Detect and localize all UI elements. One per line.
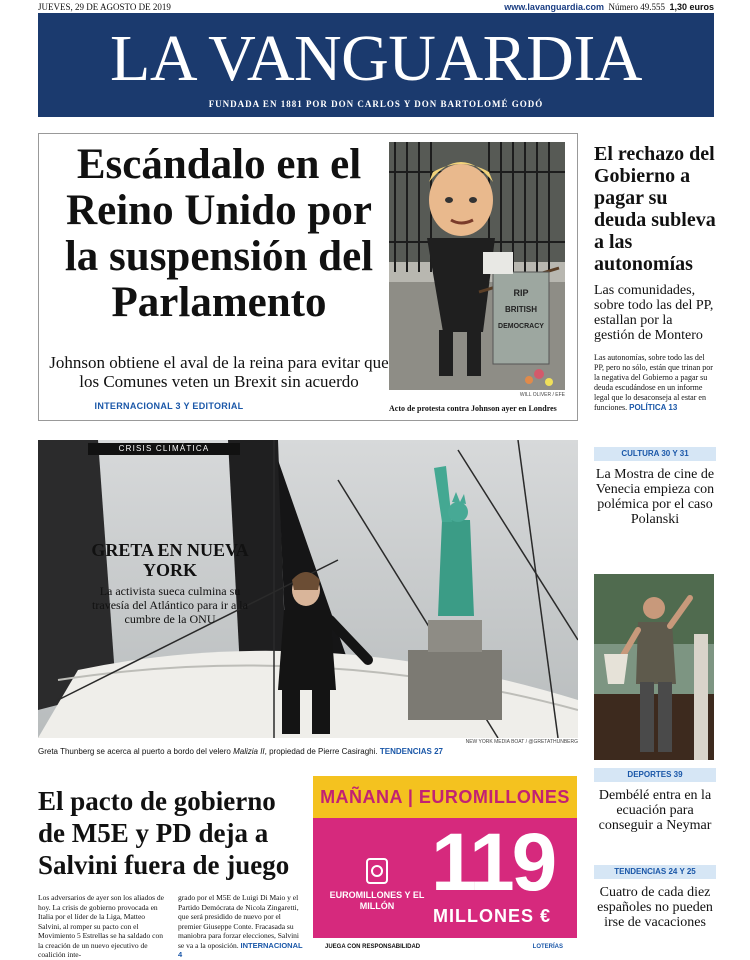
- euromillones-icon: [366, 858, 388, 884]
- greta-caption-boat: Malizia II: [233, 747, 265, 756]
- greta-subhead: La activista sueca culmina su travesía del Atlántico para ir a la cumbre de la ONU: [92, 584, 248, 626]
- pacto-section-ref[interactable]: INTERNACIONAL 4: [178, 940, 303, 959]
- venice-photo-illustration: [594, 574, 714, 760]
- ad-footer-text: JUEGA CON RESPONSABILIDAD: [325, 944, 421, 950]
- section-kicker: CRISIS CLIMÁTICA: [88, 443, 240, 455]
- autonomias-text: Las autonomías, sobre todo las del PP, pero no sólo, están que trinan por la negativa del Gobierno a pagar su deuda escudándose en un informe legal que lo desaconseja al estar en funciones.: [594, 353, 713, 412]
- autonomias-body: [594, 353, 716, 413]
- tendencias-label: TENDENCIAS 24 Y 25: [594, 865, 716, 879]
- venice-photo[interactable]: [594, 574, 714, 760]
- lead-headline: Escándalo en el Reino Unido por la suspensión del Parlamento: [64, 141, 374, 326]
- svg-text:DEMOCRACY: DEMOCRACY: [498, 323, 544, 330]
- issue-price: 1,30 euros: [669, 2, 714, 12]
- autonomias-section-ref[interactable]: POLÍTICA 13: [629, 403, 678, 412]
- ad-banner-title: MAÑANA | EUROMILLONES: [313, 776, 577, 818]
- deportes-label: DEPORTES 39: [594, 768, 716, 782]
- deportes-teaser[interactable]: [594, 768, 716, 833]
- greta-caption-text-c: , propiedad de Pierre Casiraghi.: [264, 747, 380, 756]
- founded-line: FUNDADA EN 1881 POR DON CARLOS Y DON BARTOLOMÉ GODÓ: [208, 99, 544, 109]
- ad-brand: [327, 858, 427, 912]
- pacto-column-1: Los adversarios de ayer son los aliados de hoy. La crisis de gobierno provocada en Italia por el líder de la Liga, Matteo Salvini, al romper su pacto con el Movimiento 5 Estrellas se ha saldado con la creación de un nuevo ejecutivo de coalición inte-: [38, 893, 165, 959]
- tendencias-text: Cuatro de cada diez españoles no pueden irse de vacaciones: [597, 885, 713, 930]
- greta-caption: [38, 747, 598, 756]
- greta-caption-text-a: Greta Thunberg se acerca al puerto a bordo del velero: [38, 747, 234, 756]
- newspaper-logo: LA VANGUARDIA: [110, 22, 642, 95]
- lead-story[interactable]: [38, 133, 578, 421]
- svg-text:RIP: RIP: [513, 288, 529, 298]
- pacto-column-2: [178, 893, 306, 960]
- loterias-logo: LOTERÍAS: [532, 944, 563, 950]
- greta-photo-credit: NEW YORK MEDIA BOAT / @GRETATHUNBERG: [465, 739, 578, 745]
- autonomias-subhead: Las comunidades, sobre todo las del PP, estallan por la gestión de Montero: [594, 283, 714, 343]
- autonomias-story[interactable]: [594, 143, 716, 413]
- euromillones-ad[interactable]: [313, 776, 577, 956]
- greta-section-ref[interactable]: TENDENCIAS 27: [379, 747, 443, 756]
- issue-date: JUEVES, 29 DE AGOSTO DE 2019: [38, 2, 171, 12]
- ad-amount: 119: [431, 817, 555, 908]
- tendencias-teaser[interactable]: [594, 865, 716, 930]
- protest-photo[interactable]: [389, 142, 565, 390]
- autonomias-headline: El rechazo del Gobierno a pagar su deuda subleva a las autonomías: [594, 143, 716, 275]
- issue-meta: [504, 2, 714, 12]
- ad-footer: [313, 938, 577, 956]
- ad-brand-text: EUROMILLONES Y EL MILLÓN: [329, 890, 425, 911]
- pacto-body: [38, 893, 306, 957]
- issue-number: Número 49.555: [608, 2, 665, 12]
- lead-section-ref[interactable]: INTERNACIONAL 3 Y EDITORIAL: [94, 401, 244, 411]
- lead-subhead: Johnson obtiene el aval de la reina para evitar que los Comunes veten un Brexit sin acuerdo: [49, 353, 389, 391]
- svg-text:BRITISH: BRITISH: [505, 305, 537, 314]
- cultura-label: CULTURA 30 Y 31: [594, 447, 716, 461]
- greta-headline[interactable]: GRETA EN NUEVA YORK: [91, 540, 249, 580]
- cultura-text: La Mostra de cine de Venecia empieza con polémica por el caso Polanski: [595, 467, 715, 527]
- lead-photo-caption: Acto de protesta contra Johnson ayer en Londres: [389, 404, 557, 413]
- pacto-column-2-text: grado por el M5E de Luigi Di Maio y el Partido Demócrata de Nicola Zingaretti, que será presidido de nuevo por el premier Giuseppe Conte. Fracasada su maniobra para forzar elecciones, Salvini se va a la oposición.: [178, 893, 299, 950]
- pacto-headline[interactable]: El pacto de gobierno de M5E y PD deja a Salvini fuera de juego: [38, 786, 290, 880]
- ad-unit: MILLONES €: [433, 906, 552, 926]
- website-link[interactable]: www.lavanguardia.com: [504, 2, 604, 12]
- protest-photo-illustration: [389, 142, 565, 390]
- deportes-text: Dembélé entra en la ecuación para conseguir a Neymar: [598, 788, 712, 833]
- lead-photo-credit: WILL OLIVER / EFE: [519, 392, 565, 398]
- cultura-teaser[interactable]: [594, 447, 716, 527]
- masthead: [38, 13, 714, 117]
